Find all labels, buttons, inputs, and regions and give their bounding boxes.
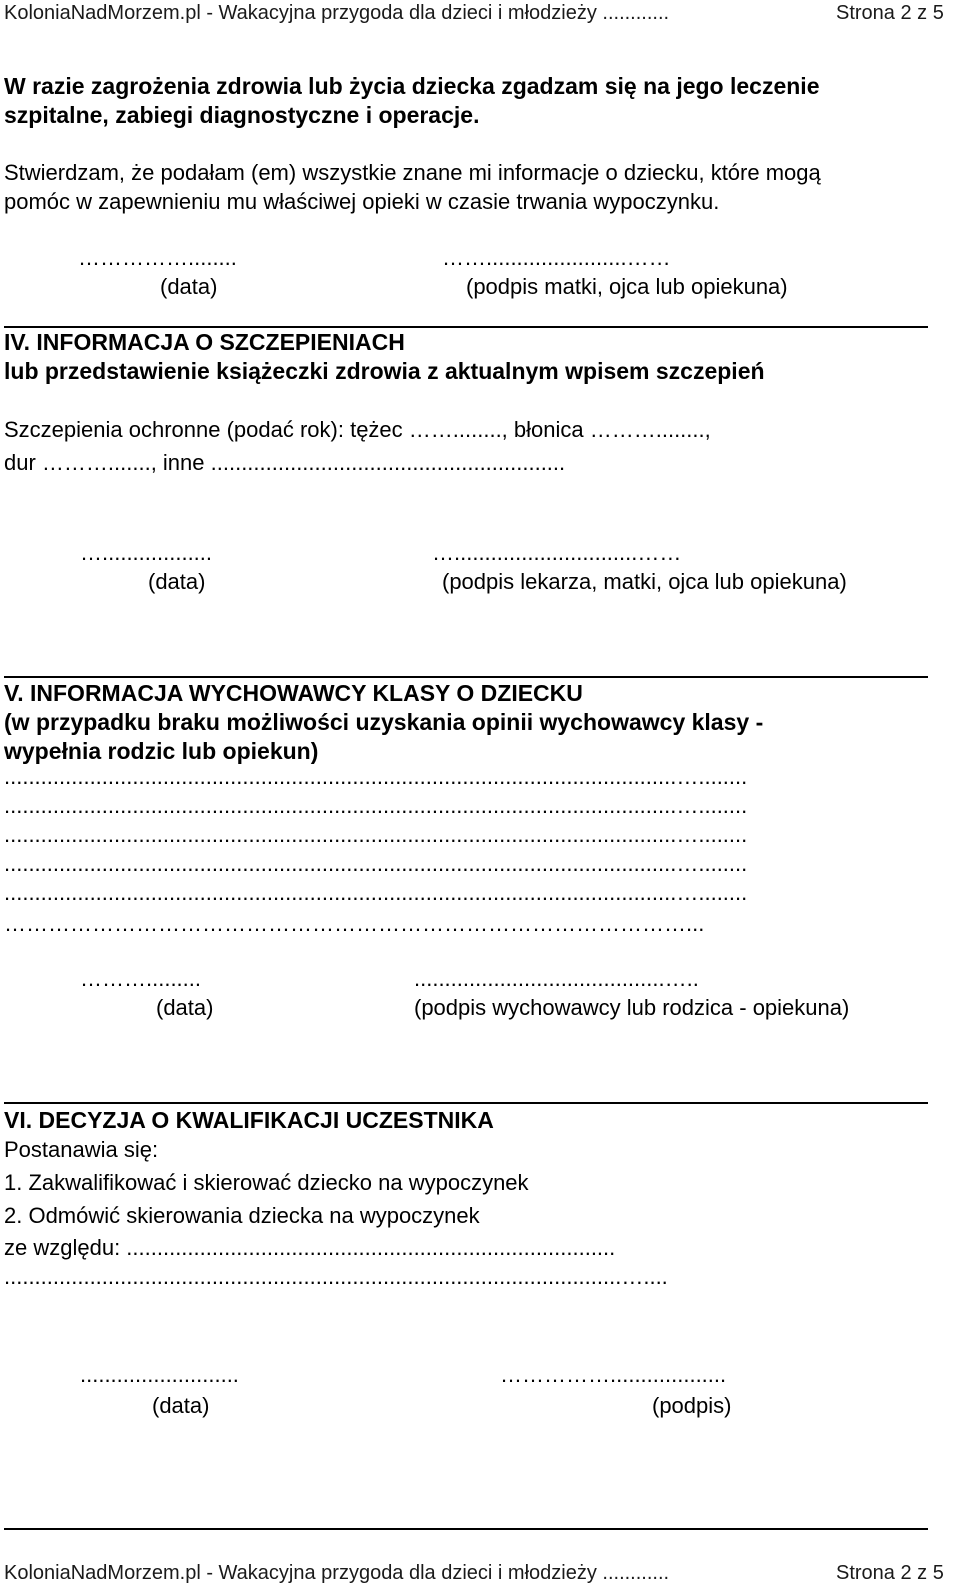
signature-label-2: (podpis lekarza, matki, ojca lub opiekuna) [442,569,847,594]
section-4-title: IV. INFORMACJA O SZCZEPIENIACH [4,329,405,355]
decision-option-2: 2. Odmówić skierowania dziecka na wypoczynek [4,1203,480,1228]
opinion-line: ..............................................................................................................…........ [4,822,748,847]
date-label-2: (data) [148,569,206,594]
section-5-title: V. INFORMACJA WYCHOWAWCY KLASY O DZIECKU [4,680,583,706]
signature-label-1: (podpis matki, ojca lub opiekuna) [466,274,788,299]
signature-label-4: (podpis) [652,1393,732,1418]
date-label-1: (data) [160,274,218,299]
decision-reason-line-2: .....................................................................................................….... [4,1264,668,1289]
date-dots-4: .......................... [80,1362,239,1387]
vaccination-line-2: dur ………......., inne .......................................................... [4,450,566,475]
statement-line-1: Stwierdzam, że podałam (em) wszystkie znane mi informacje o dziecku, które mogą [4,160,821,185]
section-4-subtitle: lub przedstawienie książeczki zdrowia z aktualnym wpisem szczepień [4,358,765,384]
page-footer-title: KoloniaNadMorzem.pl - Wakacyjna przygoda dla dzieci i młodzieży ............ [4,1562,670,1584]
date-dots-1: ……………........ [78,245,237,270]
signature-dots-1: …….......................…… [442,245,671,270]
page-footer-page-number: Strona 2 z 5 [836,1562,944,1584]
consent-line-1: W razie zagrożenia zdrowia lub życia dziecka zgadzam się na jego leczenie [4,73,820,99]
section-5-subtitle-2: wypełnia rodzic lub opiekun) [4,738,319,764]
decision-option-1: 1. Zakwalifikować i skierować dziecko na wypoczynek [4,1170,529,1195]
vaccination-line-1: Szczepienia ochronne (podać rok): tężec ……........, błonica ………........, [4,417,711,442]
section-divider-5 [4,676,928,678]
footer-divider [4,1528,928,1530]
opinion-line: ..............................................................................................................…........ [4,880,748,905]
section-6-intro: Postanawia się: [4,1137,159,1162]
opinion-line: ..............................................................................................................…........ [4,793,748,818]
date-dots-3: ………......... [80,966,202,991]
page-header-page-number: Strona 2 z 5 [836,2,944,24]
signature-dots-2: …..............................…… [432,540,682,565]
date-label-3: (data) [156,995,214,1020]
statement-line-2: pomóc w zapewnieniu mu właściwej opieki w czasie trwania wypoczynku. [4,189,720,214]
date-label-4: (data) [152,1393,210,1418]
consent-line-2: szpitalne, zabiegi diagnostyczne i operacje. [4,102,480,128]
page-header-title: KoloniaNadMorzem.pl - Wakacyjna przygoda dla dzieci i młodzieży ............ [4,2,670,24]
opinion-line: ..............................................................................................................…........ [4,851,748,876]
opinion-line: ..............................................................................................................…........ [4,764,748,789]
signature-dots-4: ……………................... [500,1362,727,1387]
section-6-title: VI. DECYZJA O KWALIFIKACJI UCZESTNIKA [4,1107,494,1133]
date-dots-2: ….................. [80,540,213,565]
decision-reason: ze względu: ................................................................................ [4,1235,616,1260]
opinion-line: …………………………………………………………………………………... [4,911,705,936]
section-divider-6 [4,1102,928,1104]
signature-dots-3: .........................................….. [414,966,699,991]
signature-label-3: (podpis wychowawcy lub rodzica - opiekuna) [414,995,850,1020]
section-5-subtitle-1: (w przypadku braku możliwości uzyskania opinii wychowawcy klasy - [4,709,764,735]
